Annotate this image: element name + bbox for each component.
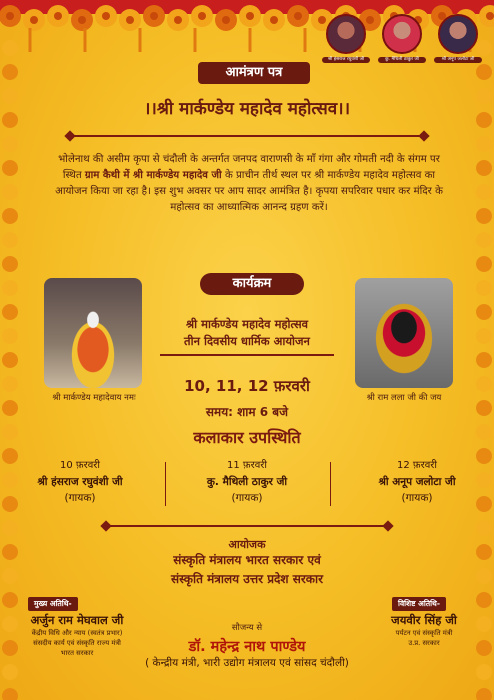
intro-paragraph [55,152,443,216]
ram-lalla-photo [355,278,453,388]
marigold-flower [476,592,492,608]
marigold-flower [476,184,492,200]
artist-card [180,458,314,506]
program-title-line: श्री मार्कण्डेय महादेव महोत्सव [186,317,308,331]
marigold-flower [2,280,18,296]
vertical-divider [330,462,331,506]
portrait-strip [322,14,482,63]
flower-center [294,12,302,20]
event-time: समय: शाम 6 बजे [205,405,289,419]
chief-guest-tag: मुख्य अतिथि- [28,597,78,611]
courtesy-desc: ( केन्द्रीय मंत्री, भारी उद्योग मंत्रालय एवं सांसद चंदौली) [145,657,349,669]
portrait-2-icon [382,14,422,54]
marigold-flower [2,304,18,320]
left-garland [0,40,20,700]
ram-lalla-caption: श्री राम लला जी की जय [366,393,442,403]
artist-role: (गायक) [401,492,433,504]
marigold-flower [476,208,492,224]
marigold-flower [2,688,18,700]
artist-date: 10 फ़रवरी [60,460,100,471]
flower-center [270,16,278,24]
program-subtitle-line: तीन दिवसीय धार्मिक आयोजन [184,334,310,348]
courtesy-label: सौजन्य से [231,623,263,633]
marigold-flower [476,256,492,272]
marigold-flower [476,304,492,320]
flower-center [486,12,494,20]
marigold-flower [476,280,492,296]
marigold-flower [2,136,18,152]
vertical-divider [165,462,166,506]
marigold-flower [2,328,18,344]
festival-title: ।।श्री मार्कण्डेय महादेव महोत्सव।। [143,99,351,119]
artist-name: कु. मैथिली ठाकुर जी [206,476,288,488]
marigold-flower [476,520,492,536]
invitation-badge: आमंत्रण पत्र [198,62,310,84]
artists-heading: कलाकार उपस्थिति [193,428,301,447]
courtesy-name: डॉ. महेन्द्र नाथ पाण्डेय [188,639,306,655]
portrait-caption: श्री अनूप जलोटा जी [434,57,482,63]
marigold-flower [2,256,18,272]
flower-center [30,16,38,24]
chief-guest-desc: केंद्रीय विधि और न्याय (स्वतंत्र प्रभार) [31,629,123,637]
artist-name: श्री अनूप जलोटा जी [378,476,456,488]
flower-center [78,16,86,24]
artist-date: 11 फ़रवरी [227,460,267,471]
artist-role: (गायक) [231,492,263,504]
marigold-flower [2,184,18,200]
flower-center [222,16,230,24]
shivling-caption: श्री मार्कण्डेय महादेवाय नमः [52,393,136,403]
ornamental-divider [106,525,388,527]
flower-center [174,16,182,24]
intro-highlight: ग्राम कैथी में श्री मार्कण्डेय महादेव जी [84,170,222,181]
marigold-flower [476,232,492,248]
portrait-3-icon [438,14,478,54]
special-guest-name: जयवीर सिंह जी [391,613,457,627]
organizer-heading: आयोजक [228,538,266,551]
right-garland [474,40,494,700]
organizer-line: संस्कृति मंत्रालय उत्तर प्रदेश सरकार [170,572,324,586]
flower-center [54,12,62,20]
artist-card [350,458,484,506]
portrait-card [378,14,426,63]
marigold-flower [2,64,18,80]
chief-guest-desc: संसदीय कार्य एवं संस्कृति राज्य मंत्री [33,639,121,647]
special-guest-desc: उ.प्र. सरकार [408,639,440,647]
artist-card [10,458,150,506]
flower-center [6,12,14,20]
flower-center [150,12,158,20]
artist-date: 12 फ़रवरी [397,460,437,471]
shivling-photo [44,278,142,388]
marigold-flower [2,208,18,224]
marigold-flower [2,520,18,536]
chief-guest-name: अर्जुन राम मेघवाल जी [30,613,124,627]
flower-center [198,12,206,20]
portrait-card [322,14,370,63]
organizer-line: संस्कृति मंत्रालय भारत सरकार एवं [173,553,321,567]
marigold-flower [2,592,18,608]
ornamental-divider [70,135,424,137]
marigold-flower [2,232,18,248]
portrait-caption: श्री हंसराज रघुवंशी जी [322,57,370,63]
intro-text: के प्राचीन तीर्थ स्थल पर श्री मार्कण्डेय महादेव महोत्सव का आयोजन किया जा रहा है। इस शुभ अवसर पर आप सादर आमंत्रित है। कृपया सपरिवार पधार कर मंदिर के महोत्सव का आध्यात्मिक आनन्द ग्रहण करें। [55,170,443,213]
flower-center [102,12,110,20]
marigold-flower [476,352,492,368]
portrait-1-icon [326,14,366,54]
special-guest-desc: पर्यटन एवं संस्कृति मंत्री [395,629,453,637]
marigold-flower [476,136,492,152]
artist-role: (गायक) [64,492,96,504]
marigold-flower [476,688,492,700]
portrait-caption: कु. मैथिली ठाकुर जी [378,57,426,63]
flower-center [246,12,254,20]
intro-text: भोलेनाथ की असीम कृपा से चंदौली के अन्तर्गत जनपद वाराणसी के माँ गंगा और गोमती नदी के संगम पर स्थित [58,154,440,181]
artist-name: श्री हंसराज रघुवंशी जी [37,476,123,488]
program-badge: कार्यक्रम [200,273,304,295]
portrait-card [434,14,482,63]
program-divider [160,354,334,356]
flower-center [126,16,134,24]
program-title [150,316,344,350]
marigold-flower [2,160,18,176]
event-dates: 10, 11, 12 फ़रवरी [184,377,310,395]
marigold-flower [2,352,18,368]
marigold-flower [2,40,18,56]
special-guest-tag: विशिष्ट अतिथि- [392,597,446,611]
chief-guest-desc: भारत सरकार [60,649,94,657]
marigold-flower [476,328,492,344]
marigold-flower [476,160,492,176]
marigold-flower [476,64,492,80]
